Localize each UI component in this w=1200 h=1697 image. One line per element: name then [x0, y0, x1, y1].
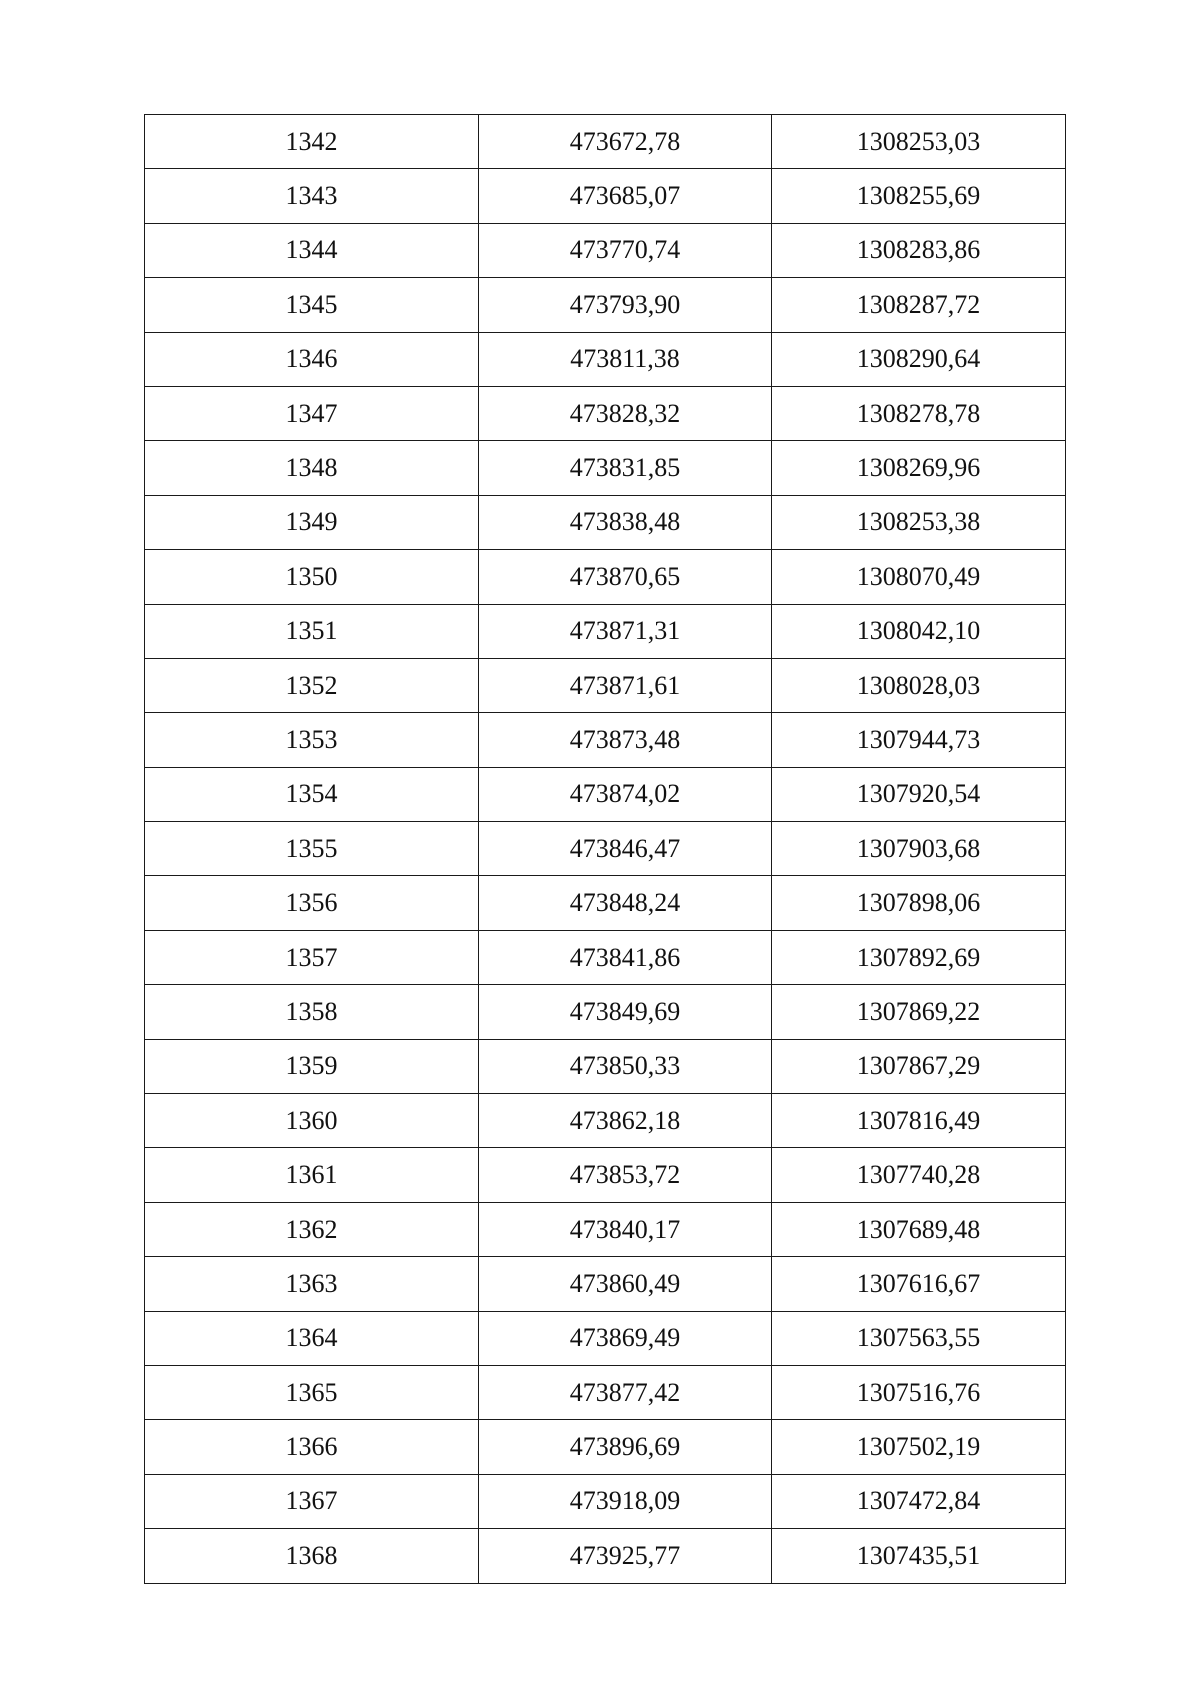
x-coordinate-cell: 473860,49 [479, 1257, 772, 1311]
y-coordinate-cell: 1308283,86 [772, 223, 1066, 277]
point-number-cell: 1349 [145, 495, 479, 549]
point-number-cell: 1354 [145, 767, 479, 821]
table-row [145, 441, 1066, 495]
table-row [145, 332, 1066, 386]
x-coordinate-cell: 473846,47 [479, 822, 772, 876]
table-row [145, 1529, 1066, 1583]
point-number-cell: 1363 [145, 1257, 479, 1311]
table-row [145, 1094, 1066, 1148]
table-row [145, 550, 1066, 604]
point-number-cell: 1342 [145, 115, 479, 169]
y-coordinate-cell: 1308269,96 [772, 441, 1066, 495]
point-number-cell: 1361 [145, 1148, 479, 1202]
point-number-cell: 1353 [145, 713, 479, 767]
table-row [145, 767, 1066, 821]
point-number-cell: 1351 [145, 604, 479, 658]
y-coordinate-cell: 1308255,69 [772, 169, 1066, 223]
table-row [145, 985, 1066, 1039]
table-row [145, 1311, 1066, 1365]
point-number-cell: 1350 [145, 550, 479, 604]
y-coordinate-cell: 1308287,72 [772, 278, 1066, 332]
x-coordinate-cell: 473841,86 [479, 930, 772, 984]
x-coordinate-cell: 473871,61 [479, 658, 772, 712]
x-coordinate-cell: 473840,17 [479, 1202, 772, 1256]
table-row [145, 278, 1066, 332]
y-coordinate-cell: 1308278,78 [772, 386, 1066, 440]
x-coordinate-cell: 473838,48 [479, 495, 772, 549]
x-coordinate-cell: 473672,78 [479, 115, 772, 169]
x-coordinate-cell: 473793,90 [479, 278, 772, 332]
table-row [145, 1474, 1066, 1528]
table-row [145, 1148, 1066, 1202]
y-coordinate-cell: 1307816,49 [772, 1094, 1066, 1148]
x-coordinate-cell: 473925,77 [479, 1529, 772, 1583]
table-row [145, 658, 1066, 712]
y-coordinate-cell: 1307898,06 [772, 876, 1066, 930]
x-coordinate-cell: 473870,65 [479, 550, 772, 604]
table-row [145, 115, 1066, 169]
y-coordinate-cell: 1307435,51 [772, 1529, 1066, 1583]
point-number-cell: 1362 [145, 1202, 479, 1256]
table-row [145, 1420, 1066, 1474]
point-number-cell: 1368 [145, 1529, 479, 1583]
table-row [145, 169, 1066, 223]
table-row [145, 495, 1066, 549]
table-row [145, 1039, 1066, 1093]
point-number-cell: 1345 [145, 278, 479, 332]
x-coordinate-cell: 473850,33 [479, 1039, 772, 1093]
y-coordinate-cell: 1308042,10 [772, 604, 1066, 658]
x-coordinate-cell: 473896,69 [479, 1420, 772, 1474]
point-number-cell: 1364 [145, 1311, 479, 1365]
table-row [145, 223, 1066, 277]
coordinates-table-body [145, 115, 1066, 1584]
point-number-cell: 1367 [145, 1474, 479, 1528]
y-coordinate-cell: 1307689,48 [772, 1202, 1066, 1256]
x-coordinate-cell: 473874,02 [479, 767, 772, 821]
y-coordinate-cell: 1307516,76 [772, 1365, 1066, 1419]
y-coordinate-cell: 1308290,64 [772, 332, 1066, 386]
point-number-cell: 1359 [145, 1039, 479, 1093]
y-coordinate-cell: 1308028,03 [772, 658, 1066, 712]
point-number-cell: 1352 [145, 658, 479, 712]
x-coordinate-cell: 473877,42 [479, 1365, 772, 1419]
point-number-cell: 1366 [145, 1420, 479, 1474]
x-coordinate-cell: 473862,18 [479, 1094, 772, 1148]
coordinates-table [144, 114, 1066, 1584]
x-coordinate-cell: 473828,32 [479, 386, 772, 440]
x-coordinate-cell: 473853,72 [479, 1148, 772, 1202]
point-number-cell: 1346 [145, 332, 479, 386]
x-coordinate-cell: 473918,09 [479, 1474, 772, 1528]
x-coordinate-cell: 473685,07 [479, 169, 772, 223]
table-row [145, 1365, 1066, 1419]
table-row [145, 1202, 1066, 1256]
point-number-cell: 1356 [145, 876, 479, 930]
y-coordinate-cell: 1307869,22 [772, 985, 1066, 1039]
x-coordinate-cell: 473770,74 [479, 223, 772, 277]
point-number-cell: 1358 [145, 985, 479, 1039]
x-coordinate-cell: 473848,24 [479, 876, 772, 930]
table-row [145, 713, 1066, 767]
point-number-cell: 1348 [145, 441, 479, 495]
y-coordinate-cell: 1307740,28 [772, 1148, 1066, 1202]
point-number-cell: 1365 [145, 1365, 479, 1419]
point-number-cell: 1343 [145, 169, 479, 223]
y-coordinate-cell: 1308253,38 [772, 495, 1066, 549]
y-coordinate-cell: 1307502,19 [772, 1420, 1066, 1474]
point-number-cell: 1347 [145, 386, 479, 440]
x-coordinate-cell: 473869,49 [479, 1311, 772, 1365]
y-coordinate-cell: 1307867,29 [772, 1039, 1066, 1093]
table-row [145, 604, 1066, 658]
x-coordinate-cell: 473831,85 [479, 441, 772, 495]
x-coordinate-cell: 473849,69 [479, 985, 772, 1039]
y-coordinate-cell: 1308253,03 [772, 115, 1066, 169]
point-number-cell: 1355 [145, 822, 479, 876]
table-row [145, 822, 1066, 876]
y-coordinate-cell: 1307563,55 [772, 1311, 1066, 1365]
y-coordinate-cell: 1307616,67 [772, 1257, 1066, 1311]
y-coordinate-cell: 1307472,84 [772, 1474, 1066, 1528]
point-number-cell: 1357 [145, 930, 479, 984]
y-coordinate-cell: 1307903,68 [772, 822, 1066, 876]
y-coordinate-cell: 1307892,69 [772, 930, 1066, 984]
table-row [145, 386, 1066, 440]
point-number-cell: 1360 [145, 1094, 479, 1148]
x-coordinate-cell: 473811,38 [479, 332, 772, 386]
point-number-cell: 1344 [145, 223, 479, 277]
table-row [145, 930, 1066, 984]
x-coordinate-cell: 473873,48 [479, 713, 772, 767]
y-coordinate-cell: 1307920,54 [772, 767, 1066, 821]
x-coordinate-cell: 473871,31 [479, 604, 772, 658]
y-coordinate-cell: 1308070,49 [772, 550, 1066, 604]
y-coordinate-cell: 1307944,73 [772, 713, 1066, 767]
table-row [145, 1257, 1066, 1311]
table-row [145, 876, 1066, 930]
